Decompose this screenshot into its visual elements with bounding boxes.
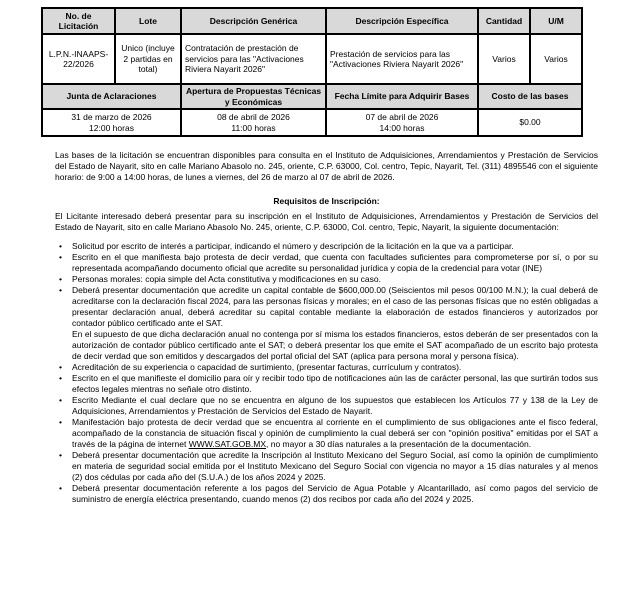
requirement-item <box>55 373 598 395</box>
apertura-time: 11:00 horas <box>231 122 276 133</box>
requirement-text: Personas morales: copia simple del Acta constitutiva y modificaciones en su caso. <box>72 274 381 284</box>
fecha-limite-time: 14:00 horas <box>379 122 425 133</box>
requirement-continuation: En el supuesto de que dicha declaración anual no contenga por sí misma los estados financieros, estos deberán de ser presentados con la autorización de contador público certificado ante el SAT; o deberá presentar los que emite el SAT acompañado de un escrito bajo protesta de decir verdad que son emitidos y descargados del portal oficial del SAT (aplica para persona moral y persona física). <box>72 329 598 361</box>
junta-date: 31 de marzo de 2026 <box>71 112 152 122</box>
requirement-item <box>55 274 598 285</box>
table-data-row-2 <box>42 109 582 136</box>
table-header-row-2 <box>42 84 582 109</box>
requirement-item <box>55 395 598 417</box>
requirement-text: Deberá presentar documentación que acredite un capital contable de $600,000.00 (Seiscientos mil pesos 00/100 M.N.); la cual deberá de acreditarse con la declaración fiscal 2024, para las personas físicas y morales; en el caso de las personas físicas que no estén obligadas a presentar declaración anual, deberá acreditar su capital contable mediante la elaboración de estados financieros y autorizados por contador público certificado ante el SAT. <box>72 285 598 328</box>
requisitos-intro: El Licitante interesado deberá presentar para su inscripción en el Instituto de Adquisiciones, Arrendamientos y Prestación de Servicios del Estado de Nayarit, sito en calle Mariano Abasolo No. 245, oriente, C.P. 63000, Col. centro, Tepic, Nayarit, la siguiente documentación: <box>55 211 598 232</box>
header-um: U/M <box>530 8 582 34</box>
requirement-text: Deberá presentar documentación referente a los pagos del Servicio de Agua Potable y Alcantarillado, así como pagos del servicio de suministro de energía eléctrica presentando, cuando menos (2) dos recibos por cada año del 2024 y 2025. <box>72 483 598 504</box>
requirement-item <box>55 483 598 505</box>
requirement-text: Acreditación de su experiencia o capacidad de surtimiento, (presentar facturas, currículum y contratos). <box>72 362 462 372</box>
fecha-limite-date: 07 de abril de 2026 <box>365 112 439 122</box>
requirement-item <box>55 252 598 274</box>
header-descripcion-generica: Descripción Genérica <box>181 8 326 34</box>
requisitos-list <box>55 241 598 505</box>
cell-descripcion-generica: Contratación de prestación de servicios para las "Activaciones Riviera Nayarit 2026" <box>181 34 326 84</box>
header-descripcion-especifica: Descripción Específica <box>326 8 478 34</box>
header-cantidad: Cantidad <box>478 8 530 34</box>
requirement-text: Escrito Mediante el cual declare que no se encuentra en alguno de los supuestos que establecen los Artículos 77 y 138 de la Ley de Adquisiciones, Arrendamientos y Prestación de Servicios del Estado de Nayarit. <box>72 395 598 416</box>
cell-fecha-limite <box>326 109 478 136</box>
cell-no-licitacion: L.P.N.-INAAPS-22/2026 <box>42 34 115 84</box>
junta-time: 12:00 horas <box>89 122 134 133</box>
header-fecha-limite: Fecha Límite para Adquirir Bases <box>326 84 478 109</box>
table-header-row-1 <box>42 8 582 34</box>
cell-cantidad: Varios <box>478 34 530 84</box>
requirement-text: Solicitud por escrito de interés a participar, indicando el número y descripción de la licitación en la que va a participar. <box>72 241 514 251</box>
requirement-text: Manifestación bajo protesta de decir verdad que se encuentra al corriente en el cumplimiento de sus obligaciones ante el fisco federal, acompañado de la constancia de situación fiscal y opinión de cumplimiento la cual deberá ser con "opinión positiva" emitidas por el SAT a través de la página de internet <box>72 417 598 449</box>
header-lote: Lote <box>115 8 181 34</box>
cell-um: Varios <box>530 34 582 84</box>
cell-junta-aclaraciones <box>42 109 181 136</box>
cell-descripcion-especifica: Prestación de servicios para las "Activaciones Riviera Nayarit 2026" <box>326 34 478 84</box>
header-no-licitacion: No. de Licitación <box>42 8 115 34</box>
table-data-row-1 <box>42 34 582 84</box>
requisitos-heading: Requisitos de Inscripción: <box>273 196 380 206</box>
header-costo-bases: Costo de las bases <box>478 84 582 109</box>
tender-info-table <box>41 7 583 137</box>
requirement-text: , no mayor a 30 días naturales a la presentación de la documentación. <box>266 439 532 449</box>
document-body <box>55 150 598 505</box>
requirement-item <box>55 362 598 373</box>
requirement-text: Deberá presentar documentación que acredite la Inscripción al Instituto Mexicano del Seguro Social, así como la opinión de cumplimiento en materia de seguridad social emitida por el Instituto Mexicano del Seguro Social con vigencia no mayor a 15 días naturales y al menos (2) dos cédulas por cada año del (S.U.A.) de los años 2024 y 2025. <box>72 450 598 482</box>
requirement-text: Escrito en el que manifiesta bajo protesta de decir verdad, que cuenta con facultades suficientes para comprometerse por sí, o por su representada acompañando documento oficial que acredite su personalidad jurídica y copia de la credencial para votar (INE) <box>72 252 598 273</box>
cell-costo-bases: $0.00 <box>478 109 582 136</box>
sat-website-link[interactable]: WWW.SAT.GOB.MX <box>188 439 267 449</box>
availability-paragraph: Las bases de la licitación se encuentran disponibles para consulta en el Instituto de Adquisiciones, Arrendamientos y Prestación de Servicios del Estado de Nayarit, sito en calle Mariano Abasolo no. 245, oriente, C.P. 63000, Col. centro, Tepic, Nayarit, Tel. (311) 4895546 con el siguiente horario: de 9:00 a 14:00 horas, de lunes a viernes, del 26 de marzo al 07 de abril de 2026. <box>55 150 598 182</box>
apertura-date: 08 de abril de 2026 <box>217 112 290 122</box>
requirement-text: Escrito en el que manifieste el domicilio para oír y recibir todo tipo de notificaciones aún las de carácter personal, las que surtirán todos sus efectos legales mientras no señale otro distinto. <box>72 373 598 394</box>
header-apertura-propuestas: Apertura de Propuestas Técnicas y Económicas <box>181 84 326 109</box>
requirement-item <box>55 241 598 252</box>
cell-lote: Unico (incluye 2 partidas en total) <box>115 34 181 84</box>
requirement-item <box>55 285 598 362</box>
requirement-item <box>55 450 598 483</box>
cell-apertura-propuestas <box>181 109 326 136</box>
header-junta-aclaraciones: Junta de Aclaraciones <box>42 84 181 109</box>
requirement-item <box>55 417 598 450</box>
